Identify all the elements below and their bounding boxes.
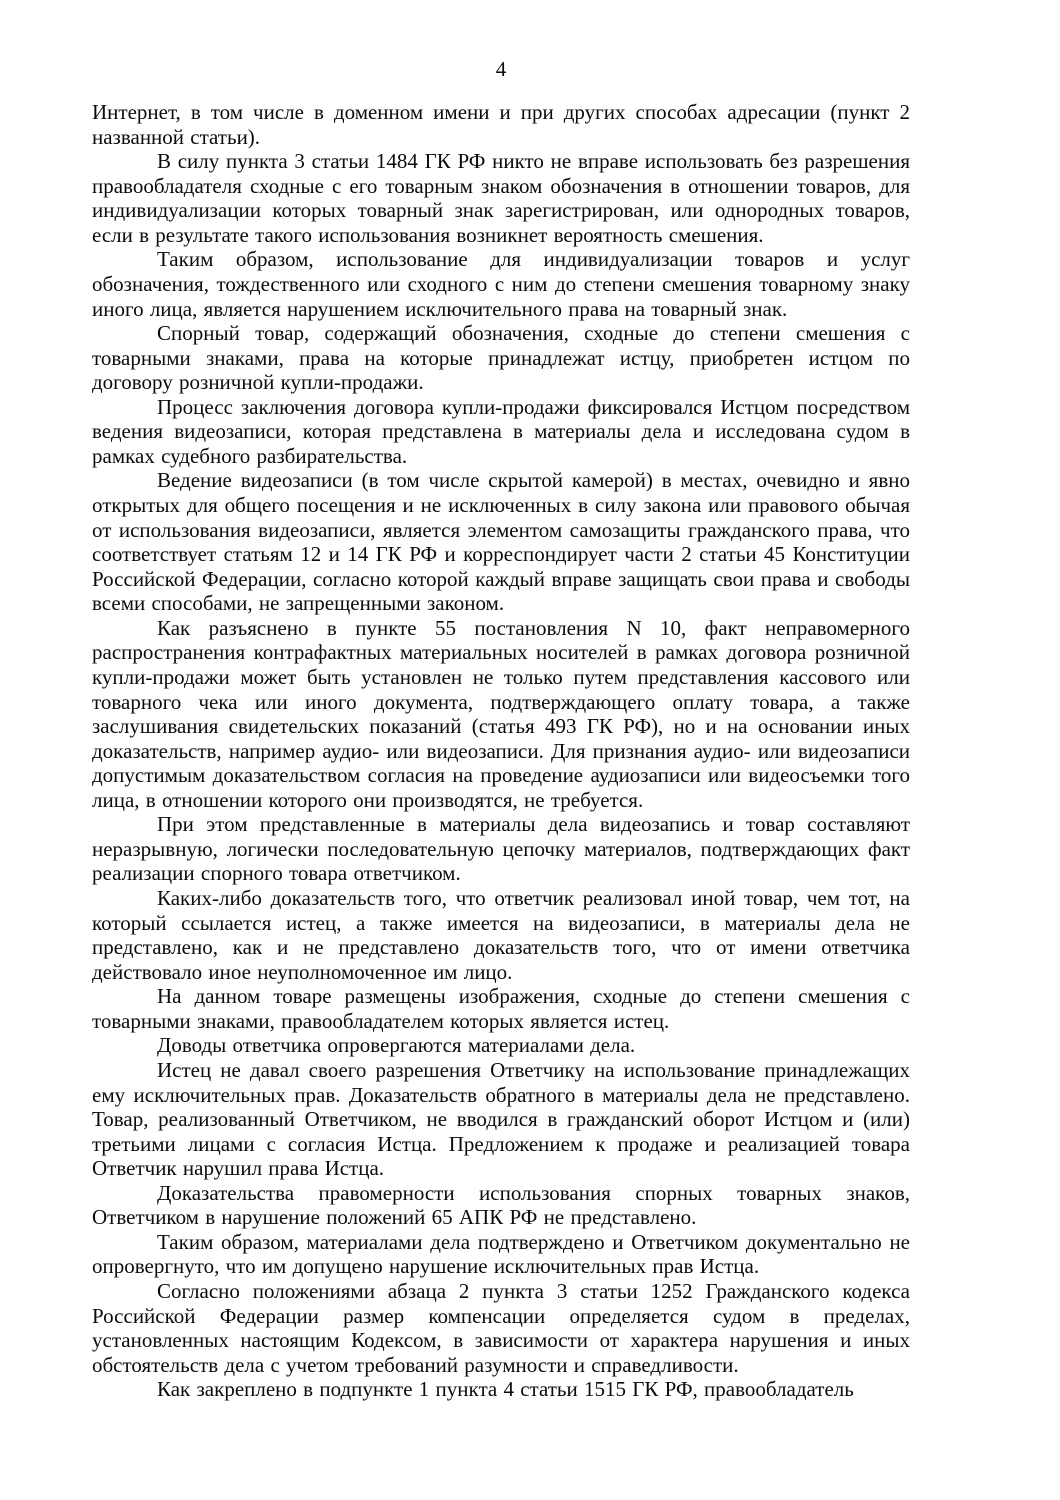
paragraph: Как закреплено в подпункте 1 пункта 4 статьи 1515 ГК РФ, правообладатель bbox=[157, 1377, 854, 1402]
paragraph: Согласно положениями абзаца 2 пункта 3 статьи 1252 Гражданского кодекса Российской Федерации размер компенсации определяется судом в пределах, установленных настоящим Кодексом, в зависимости от характера нарушения и иных обстоятельств дела с учетом требований разумности и справедливости. bbox=[92, 1279, 910, 1377]
paragraph: В силу пункта 3 статьи 1484 ГК РФ никто не вправе использовать без разрешения правообладателя сходные с его товарным знаком обозначения в отношении товаров, для индивидуализации которых товарный знак зарегистрирован, или однородных товаров, если в результате такого использования возникнет вероятность смешения. bbox=[92, 149, 910, 247]
paragraph: Спорный товар, содержащий обозначения, сходные до степени смешения с товарными знаками, права на которые принадлежат истцу, приобретен истцом по договору розничной купли-продажи. bbox=[92, 321, 910, 395]
paragraph: Таким образом, материалами дела подтверждено и Ответчиком документально не опровергнуто, что им допущено нарушение исключительных прав Истца. bbox=[92, 1229, 910, 1279]
paragraph: На данном товаре размещены изображения, сходные до степени смешения с товарными знаками, правообладателем которых является истец. bbox=[92, 984, 910, 1033]
paragraph: Процесс заключения договора купли-продажи фиксировался Истцом посредством ведения видеозаписи, которая представлена в материалы дела и исследована судом в рамках судебного разбирательства. bbox=[92, 394, 910, 468]
paragraph: Доказательства правомерности использования спорных товарных знаков, Ответчиком в нарушение положений 65 АПК РФ не представлено. bbox=[92, 1180, 910, 1230]
paragraph: Как разъяснено в пункте 55 постановления N 10, факт неправомерного распространения контрафактных материальных носителей в рамках договора розничной купли-продажи может быть установлен не только путем представления кассового или товарного чека или иного документа, подтверждающего оплату товара, а также заслушивания свидетельских показаний (статья 493 ГК РФ), но и на основании иных доказательств, например аудио- или видеозаписи. Для признания аудио- или видеозаписи допустимым доказательством согласия на проведение аудиозаписи или видеосъемки того лица, в отношении которого они производятся, не требуется. bbox=[92, 615, 910, 812]
page-number: 4 bbox=[495, 57, 507, 81]
paragraph-continuation: Интернет, в том числе в доменном имени и при других способах адресации (пункт 2 названной статьи). bbox=[92, 100, 910, 149]
paragraph: При этом представленные в материалы дела видеозапись и товар составляют неразрывную, логически последовательную цепочку материалов, подтверждающих факт реализации спорного товара ответчиком. bbox=[92, 812, 910, 886]
paragraph: Ведение видеозаписи (в том числе скрытой камерой) в местах, очевидно и явно открытых для общего посещения и не исключенных в силу закона или правового обычая от использования видеозаписи, является элементом самозащиты гражданского права, что соответствует статьям 12 и 14 ГК РФ и корреспондирует части 2 статьи 45 Конституции Российской Федерации, согласно которой каждый вправе защищать свои права и свободы всеми способами, не запрещенными законом. bbox=[92, 468, 910, 616]
paragraph: Таким образом, использование для индивидуализации товаров и услуг обозначения, тождественного или сходного с ним до степени смешения товарному знаку иного лица, является нарушением исключительного права на товарный знак. bbox=[92, 247, 910, 321]
document-body bbox=[92, 100, 910, 1402]
paragraph: Истец не давал своего разрешения Ответчику на использование принадлежащих ему исключительных прав. Доказательств обратного в материалы дела не представлено. Товар, реализованный Ответчиком, не вводился в гражданский оборот Истцом и (или) третьими лицами с согласия Истца. Предложением к продаже и реализацией товара Ответчик нарушил права Истца. bbox=[92, 1057, 910, 1181]
paragraph: Доводы ответчика опровергаются материалами дела. bbox=[157, 1033, 636, 1058]
paragraph: Каких-либо доказательств того, что ответчик реализовал иной товар, чем тот, на который ссылается истец, а также имеется на видеозаписи, в материалы дела не представлено, как и не представлено доказательств того, что от имени ответчика действовало иное неуполномоченное им лицо. bbox=[92, 886, 910, 984]
